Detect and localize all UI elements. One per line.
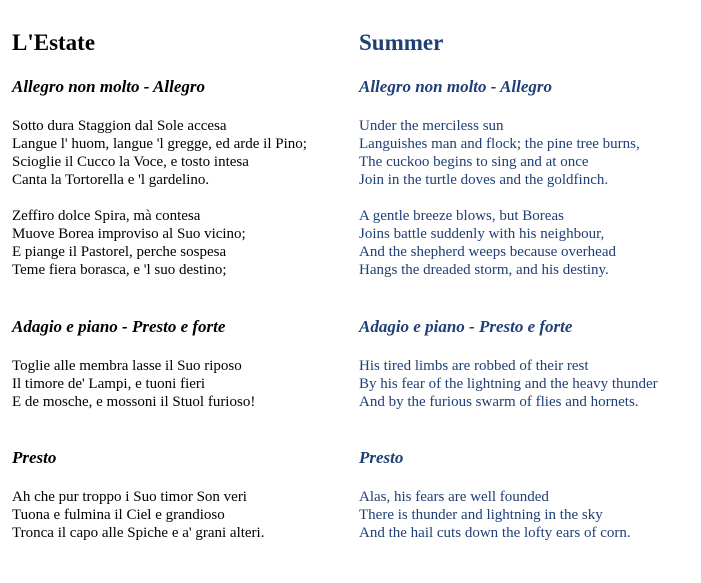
poem-line: Langue l' huom, langue 'l gregge, ed arde il Pino; (12, 136, 307, 152)
poem-line: Il timore de' Lampi, e tuoni fieri (12, 376, 206, 392)
poem-line: The cuckoo begins to sing and at once (359, 154, 589, 170)
english-stanza-3 (359, 357, 694, 411)
italian-stanza-3 (12, 357, 347, 411)
poem-line: There is thunder and lightning in the sky (359, 507, 603, 523)
poem-line: Hangs the dreaded storm, and his destiny. (359, 262, 609, 278)
italian-stanza-1 (12, 117, 347, 189)
poem-line: Scioglie il Cucco la Voce, e tosto intesa (12, 154, 249, 170)
english-movement-1-heading: Allegro non molto - Allegro (359, 77, 553, 96)
poem-line: By his fear of the lightning and the heavy thunder (359, 376, 658, 392)
italian-stanza-2 (12, 207, 347, 279)
poem-line: And by the furious swarm of flies and hornets. (359, 394, 639, 410)
italian-movement-2-heading: Adagio e piano - Presto e forte (12, 317, 226, 336)
poem-line: A gentle breeze blows, but Boreas (359, 208, 564, 224)
poem-line: E piange il Pastorel, perche sospesa (12, 244, 227, 260)
poem-line: Tuona e fulmina il Ciel e grandioso (12, 507, 225, 523)
poem-line: His tired limbs are robbed of their rest (359, 358, 589, 374)
poem-line: Joins battle suddenly with his neighbour, (359, 226, 605, 242)
italian-movement-3-heading: Presto (12, 448, 57, 467)
poem-line: Ah che pur troppo i Suo timor Son veri (12, 489, 247, 505)
italian-stanza-4 (12, 488, 347, 542)
poem-line: Tronca il capo alle Spiche e a' grani alteri. (12, 525, 265, 541)
english-stanza-2 (359, 207, 694, 279)
english-stanza-4 (359, 488, 694, 542)
poem-line: Under the merciless sun (359, 118, 504, 134)
english-title: Summer (359, 30, 444, 55)
poem-line: Canta la Tortorella e 'l gardelino. (12, 172, 210, 188)
poem-line: Teme fiera borasca, e 'l suo destino; (12, 262, 227, 278)
english-stanza-1 (359, 117, 694, 189)
italian-movement-1-heading: Allegro non molto - Allegro (12, 77, 206, 96)
poem-line: Alas, his fears are well founded (359, 489, 549, 505)
poem-line: Zeffiro dolce Spira, mà contesa (12, 208, 201, 224)
poem-line: And the shepherd weeps because overhead (359, 244, 616, 260)
poem-line: Muove Borea improviso al Suo vicino; (12, 226, 246, 242)
english-movement-3-heading: Presto (359, 448, 404, 467)
poem-line: Sotto dura Staggion dal Sole accesa (12, 118, 227, 134)
poem-line: Join in the turtle doves and the goldfinch. (359, 172, 609, 188)
poem-line: E de mosche, e mossoni il Stuol furioso! (12, 394, 256, 410)
poem-line: Toglie alle membra lasse il Suo riposo (12, 358, 242, 374)
italian-title: L'Estate (12, 30, 96, 55)
poem-line: Languishes man and flock; the pine tree burns, (359, 136, 640, 152)
english-movement-2-heading: Adagio e piano - Presto e forte (359, 317, 573, 336)
poem-line: And the hail cuts down the lofty ears of corn. (359, 525, 631, 541)
